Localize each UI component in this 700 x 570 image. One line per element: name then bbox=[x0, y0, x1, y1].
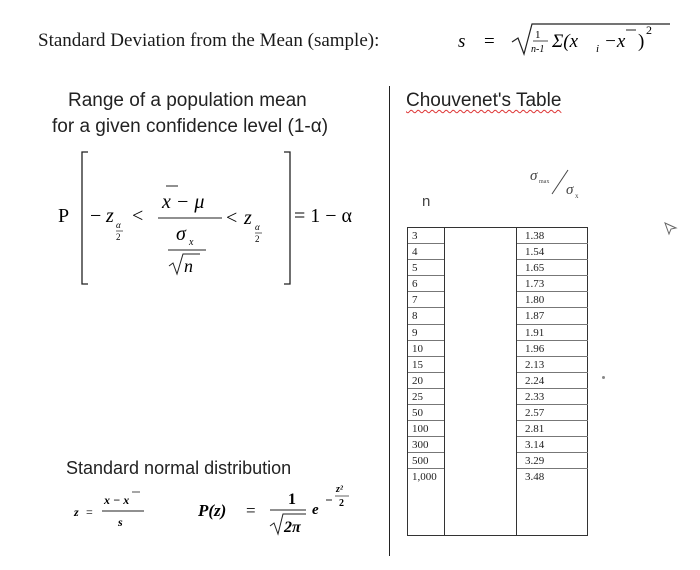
sd-close: ) bbox=[638, 31, 645, 52]
sample-sd-formula bbox=[456, 18, 676, 58]
minus-sign: − bbox=[90, 205, 102, 227]
ratio-cell: 1.80 bbox=[517, 292, 588, 308]
pz-symbol: P(z) bbox=[198, 501, 227, 520]
sd-lhs: s bbox=[458, 31, 466, 52]
n-column bbox=[408, 228, 445, 535]
ratio-cell: 1.54 bbox=[517, 244, 588, 260]
confidence-interval-formula bbox=[50, 148, 370, 298]
less-than-2: < bbox=[226, 207, 238, 229]
n-cell: 9 bbox=[408, 325, 444, 341]
sigma-ratio-header bbox=[528, 164, 588, 204]
left-bracket bbox=[82, 152, 88, 284]
n-cell: 25 bbox=[408, 389, 444, 405]
equals-one-minus-alpha: = 1 − α bbox=[294, 205, 353, 227]
z-numerator: x − x bbox=[104, 493, 130, 507]
svg-text:α: α bbox=[255, 222, 260, 232]
n-cell: 100 bbox=[408, 421, 444, 437]
chauvenet-title: Chouvenet's Table bbox=[406, 90, 562, 111]
svg-text:2: 2 bbox=[255, 234, 260, 244]
n-cell: 4 bbox=[408, 244, 444, 260]
n-cell: 5 bbox=[408, 260, 444, 276]
ratio-cell: 2.57 bbox=[517, 405, 588, 421]
ratio-cell: 1.96 bbox=[517, 341, 588, 357]
chauvenet-table bbox=[407, 227, 588, 536]
sd-sub-i: i bbox=[596, 43, 600, 55]
ratio-cell: 3.14 bbox=[517, 437, 588, 453]
ratio-cell: 1.87 bbox=[517, 308, 588, 324]
ratio-cell: 1.91 bbox=[517, 325, 588, 341]
n-cell: 15 bbox=[408, 357, 444, 373]
svg-text:2π: 2π bbox=[284, 519, 301, 536]
range-heading-line1: Range of a population mean bbox=[68, 90, 307, 111]
n-cell: 300 bbox=[408, 437, 444, 453]
sd-sum: Σ(x bbox=[552, 31, 579, 52]
n-cell: 6 bbox=[408, 276, 444, 292]
svg-text:σ: σ bbox=[566, 182, 574, 198]
normal-distribution-formulas bbox=[60, 478, 380, 548]
svg-text:2: 2 bbox=[116, 232, 121, 242]
svg-text:=: = bbox=[246, 501, 256, 520]
n-column-label: n bbox=[422, 193, 431, 210]
svg-text:x: x bbox=[189, 237, 194, 248]
euler-e: e bbox=[312, 502, 319, 518]
z-left: z bbox=[106, 205, 114, 227]
sd-minus-xbar: −x bbox=[604, 31, 626, 52]
sd-frac-num: 1 bbox=[535, 29, 541, 41]
n-cell: 50 bbox=[408, 405, 444, 421]
page-title: Standard Deviation from the Mean (sample): bbox=[38, 30, 380, 51]
normal-distribution-heading: Standard normal distribution bbox=[66, 458, 292, 478]
svg-text:z²: z² bbox=[336, 484, 343, 495]
n-cell: 500 bbox=[408, 453, 444, 469]
range-heading-line2: for a given confidence level (1-α) bbox=[52, 116, 329, 137]
ratio-cell: 1.65 bbox=[517, 260, 588, 276]
mouse-cursor-icon bbox=[664, 222, 678, 236]
right-bracket bbox=[284, 152, 290, 284]
ratio-cell: 2.81 bbox=[517, 421, 588, 437]
ratio-cell: 3.29 bbox=[517, 453, 588, 469]
n-cell: 7 bbox=[408, 292, 444, 308]
svg-text:2: 2 bbox=[339, 498, 344, 509]
z-symbol: z bbox=[74, 505, 79, 519]
svg-text:x: x bbox=[575, 192, 579, 200]
ratio-cell: 2.33 bbox=[517, 389, 588, 405]
ratio-cell: 1.38 bbox=[517, 228, 588, 244]
svg-text:α: α bbox=[116, 220, 121, 230]
n-cell: 8 bbox=[408, 308, 444, 324]
ratio-cell: 1.73 bbox=[517, 276, 588, 292]
z-right: z bbox=[244, 207, 252, 229]
z-denominator: s bbox=[118, 515, 123, 529]
svg-text:1: 1 bbox=[288, 491, 296, 508]
ratio-column bbox=[516, 228, 588, 535]
stray-dot bbox=[602, 376, 605, 379]
fraction-numerator: x − μ bbox=[162, 191, 205, 213]
less-than-1: < bbox=[132, 205, 144, 227]
ratio-cell: 3.48 bbox=[525, 471, 545, 484]
svg-text:max: max bbox=[539, 179, 550, 185]
n-cell: 10 bbox=[408, 341, 444, 357]
sd-power: 2 bbox=[646, 23, 652, 37]
root-n: n bbox=[184, 256, 193, 276]
ratio-cell: 2.13 bbox=[517, 357, 588, 373]
svg-text:=: = bbox=[86, 505, 93, 519]
sigma: σ bbox=[176, 223, 186, 245]
prob-P: P bbox=[58, 205, 70, 227]
n-cell: 1,000 bbox=[412, 471, 437, 484]
column-divider bbox=[389, 86, 390, 556]
ratio-cell: 2.24 bbox=[517, 373, 588, 389]
n-cell: 3 bbox=[408, 228, 444, 244]
svg-text:σ: σ bbox=[530, 168, 538, 184]
sd-frac-den: n-1 bbox=[531, 44, 545, 55]
sd-eq: = bbox=[484, 31, 495, 52]
n-cell: 20 bbox=[408, 373, 444, 389]
